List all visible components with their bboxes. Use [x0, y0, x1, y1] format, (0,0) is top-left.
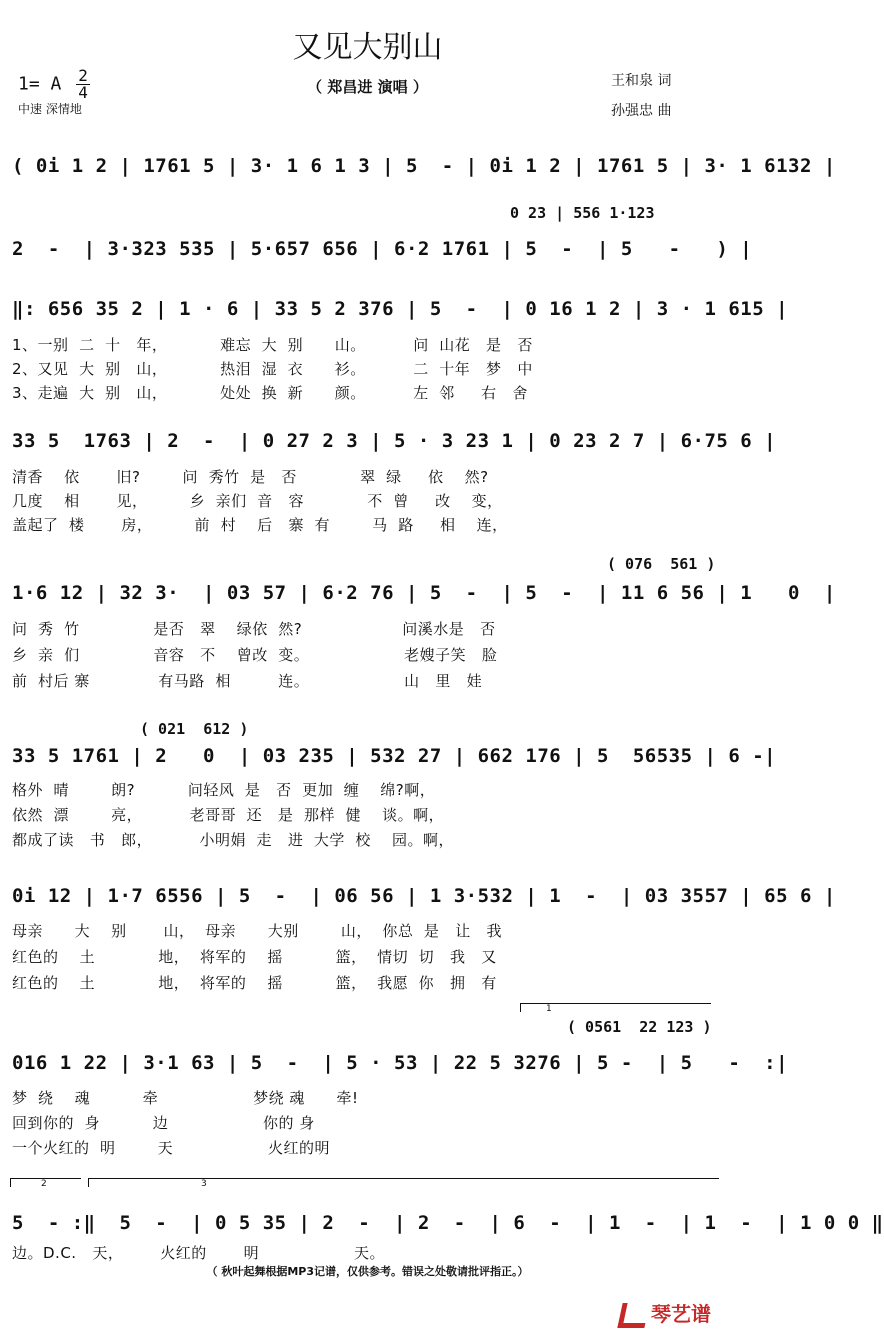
key-label: 1= A: [18, 73, 62, 95]
performer-subtitle: （ 郑昌进 演唱 ）: [307, 78, 428, 96]
lyric-line: 几度 相 见， 乡 亲们 音 容 不 曾 改 变，: [12, 492, 503, 510]
logo-text: 琴艺谱: [651, 1302, 711, 1326]
score-line: 1·6 12 | 32 3· | 03 57 | 6·2 76 | 5 - | 5 - | 11 6 56 | 1 0 |: [12, 582, 836, 604]
volta-bracket-3: [88, 1178, 719, 1187]
time-signature: [76, 68, 90, 101]
volta-bracket-2: [10, 1178, 81, 1187]
volta-label-1: 1: [546, 1004, 552, 1014]
lyric-line: 前 村后 寨 有马路 相 连。 山 里 娃: [12, 672, 483, 690]
song-title: 又见大别山: [292, 30, 443, 65]
score-line: 2 - | 3·323 535 | 5·657 656 | 6·2 1761 | 5 - | 5 - ) |: [12, 238, 753, 260]
score-line: 33 5 1761 | 2 0 | 03 235 | 532 27 | 662 176 | 5 56535 | 6 -|: [12, 745, 777, 767]
score-line: 33 5 1763 | 2 - | 0 27 2 3 | 5 · 3 23 1 | 0 23 2 7 | 6·75 6 |: [12, 430, 777, 452]
volta-label-2: 2: [41, 1179, 47, 1189]
lyric-line: 依然 漂 亮， 老哥哥 还 是 那样 健 谈。啊，: [12, 806, 445, 824]
score-line: 0i 12 | 1·7 6556 | 5 - | 06 56 | 1 3·532 | 1 - | 03 3557 | 65 6 |: [12, 885, 836, 907]
score-line: 5 - :‖ 5 - | 0 5 35 | 2 - | 2 - | 6 - | 1 - | 1 - | 1 0 0 ‖: [12, 1212, 884, 1234]
lyric-line: 盖起了 楼 房， 前 村 后 寨 有 马 路 相 连，: [12, 516, 508, 534]
credits: [611, 66, 671, 126]
volta-label-3: 3: [201, 1179, 207, 1189]
interlude-notes: ( 0561 22 123 ): [567, 1018, 712, 1036]
lyric-line: 3、走遍 大 别 山， 处处 换 新 颜。 左 邻 右 舍: [12, 384, 528, 402]
lyric-line: 格外 晴 朗? 问轻风 是 否 更加 缠 绵?啊，: [12, 781, 436, 799]
interlude-notes: ( 076 561 ): [607, 555, 716, 573]
lyric-line: 母亲 大 别 山， 母亲 大别 山， 你总 是 让 我: [12, 922, 503, 940]
lyric-line: 2、又见 大 别 山， 热泪 湿 衣 衫。 二 十年 梦 中: [12, 360, 533, 378]
site-logo: [620, 1298, 711, 1328]
lyric-line: 一个火红的 明 天 火红的明: [12, 1139, 331, 1157]
time-numerator: 2: [78, 66, 88, 85]
lyric-line: 边。D.C. 天， 火红的 明 天。: [12, 1244, 385, 1262]
volta-bracket-1: [520, 1003, 711, 1012]
lyric-line: 问 秀 竹 是否 翠 绿依 然? 问溪水是 否: [12, 620, 496, 638]
tempo-marking: 中速 深情地: [18, 102, 82, 116]
score-line: 016 1 22 | 3·1 63 | 5 - | 5 · 53 | 22 5 3276 | 5 - | 5 - :|: [12, 1052, 789, 1074]
lyric-line: 梦 绕 魂 牵 梦绕 魂 牵!: [12, 1089, 359, 1107]
score-line: ( 0i 1 2 | 1761 5 | 3· 1 6 1 3 | 5 - | 0i 1 2 | 1761 5 | 3· 1 6132 |: [12, 155, 836, 177]
key-signature: [18, 68, 90, 101]
lyric-line: 1、一别 二 十 年， 难忘 大 别 山。 问 山花 是 否: [12, 336, 533, 354]
score-line: ‖: 656 35 2 | 1 · 6 | 33 5 2 376 | 5 - | 0 16 1 2 | 3 · 1 615 |: [12, 298, 789, 320]
lyric-line: 回到你的 身 边 你的 身: [12, 1114, 315, 1132]
interlude-notes: ( 021 612 ): [140, 720, 249, 738]
composer-credit: 孙强忠 曲: [611, 103, 672, 119]
lyric-line: 乡 亲 们 音容 不 曾改 变。 老嫂子笑 脸: [12, 646, 498, 664]
logo-icon: [617, 1303, 649, 1328]
lyric-line: 清香 依 旧? 问 秀竹 是 否 翠 绿 依 然?: [12, 468, 489, 486]
interlude-notes: 0 23 | 556 1·123: [510, 204, 655, 222]
lyric-line: 都成了读 书 郎， 小明娟 走 进 大学 校 园。啊，: [12, 831, 455, 849]
lyric-line: 红色的 土 地， 将军的 摇 篮， 情切 切 我 又: [12, 948, 497, 966]
footer-note: （ 秋叶起舞根据MP3记谱，仅供参考。错误之处敬请批评指正。）: [206, 1265, 529, 1278]
lyric-line: 红色的 土 地， 将军的 摇 篮， 我愿 你 拥 有: [12, 974, 497, 992]
time-denominator: 4: [78, 83, 88, 102]
lyricist-credit: 王和泉 词: [611, 73, 672, 89]
